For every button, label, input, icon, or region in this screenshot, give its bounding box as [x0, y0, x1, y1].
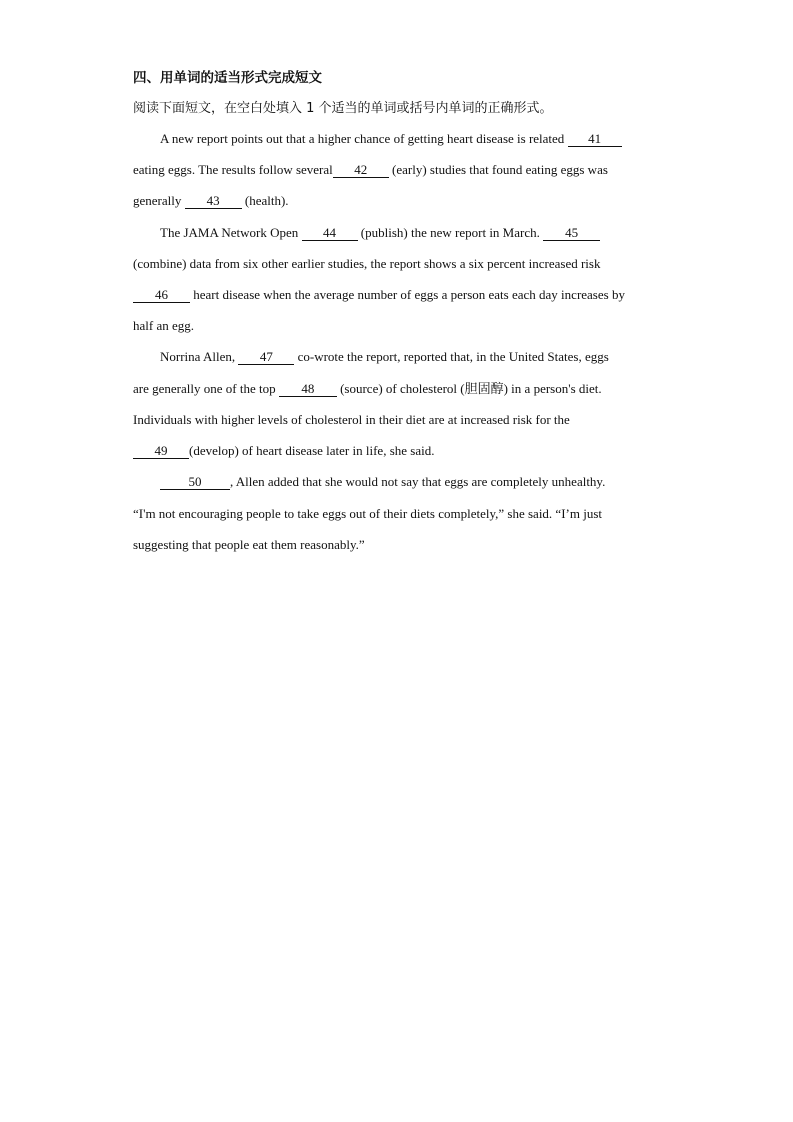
blank-47[interactable]: 47 [238, 350, 294, 365]
text-segment: Individuals with higher levels of cholesterol in their diet are at increased risk for the [133, 412, 570, 427]
text-segment: (publish) the new report in March. [357, 225, 544, 240]
text-segment: A new report points out that a higher chance of getting heart disease is related [160, 131, 568, 146]
text-segment: The JAMA Network Open [160, 225, 302, 240]
paragraph-2-line-3 [133, 287, 625, 303]
blank-50[interactable]: 50 [160, 475, 230, 490]
blank-48[interactable]: 48 [279, 382, 337, 397]
blank-45[interactable]: 45 [543, 226, 600, 241]
text-segment: eating eggs. The results follow several [133, 162, 333, 177]
text-segment: suggesting that people eat them reasonably.” [133, 537, 365, 552]
text-segment: , Allen added that she would not say that eggs are completely unhealthy. [230, 474, 606, 489]
text-segment: (combine) data from six other earlier studies, the report shows a six percent increased risk [133, 256, 601, 271]
paragraph-4-line-1 [160, 474, 605, 490]
paragraph-3-line-2 [133, 381, 602, 397]
paragraph-1-line-2 [133, 162, 608, 178]
blank-49[interactable]: 49 [133, 444, 189, 459]
text-segment: “I'm not encouraging people to take eggs out of their diets completely,” she said. “I’m just [133, 506, 603, 521]
paragraph-3-line-4 [133, 443, 434, 459]
paragraph-4-line-2 [133, 506, 602, 522]
text-segment: co-wrote the report, reported that, in the United States, eggs [294, 349, 609, 364]
blank-46[interactable]: 46 [133, 288, 190, 303]
text-segment: are generally one of the top [133, 381, 279, 396]
text-segment: (health). [241, 193, 289, 208]
text-segment: generally [133, 193, 185, 208]
blank-42[interactable]: 42 [333, 163, 389, 178]
paragraph-1-line-3 [133, 193, 289, 209]
text-segment: (early) studies that found eating eggs was [388, 162, 608, 177]
paragraph-2-line-2 [133, 256, 600, 272]
text-segment: Norrina Allen, [160, 349, 239, 364]
blank-44[interactable]: 44 [302, 226, 358, 241]
blank-41[interactable]: 41 [568, 132, 622, 147]
text-segment: heart disease when the average number of eggs a person eats each day increases by [190, 287, 625, 302]
text-segment: half an egg. [133, 318, 195, 333]
paragraph-3-line-3 [133, 412, 570, 428]
paragraph-2-line-4 [133, 318, 194, 334]
paragraph-2-line-1 [160, 225, 600, 241]
paragraph-3-line-1 [160, 349, 609, 365]
blank-43[interactable]: 43 [185, 194, 242, 209]
text-segment: (develop) of heart disease later in life, she said. [189, 443, 435, 458]
text-segment: (source) of cholesterol (胆固醇) in a person's diet. [336, 381, 602, 396]
section-heading: 四、用单词的适当形式完成短文 [133, 70, 322, 86]
paragraph-1-line-1 [160, 131, 622, 147]
instructions-text: 阅读下面短文，在空白处填入 1 个适当的单词或括号内单词的正确形式。 [133, 101, 553, 116]
paragraph-4-line-3 [133, 537, 365, 553]
